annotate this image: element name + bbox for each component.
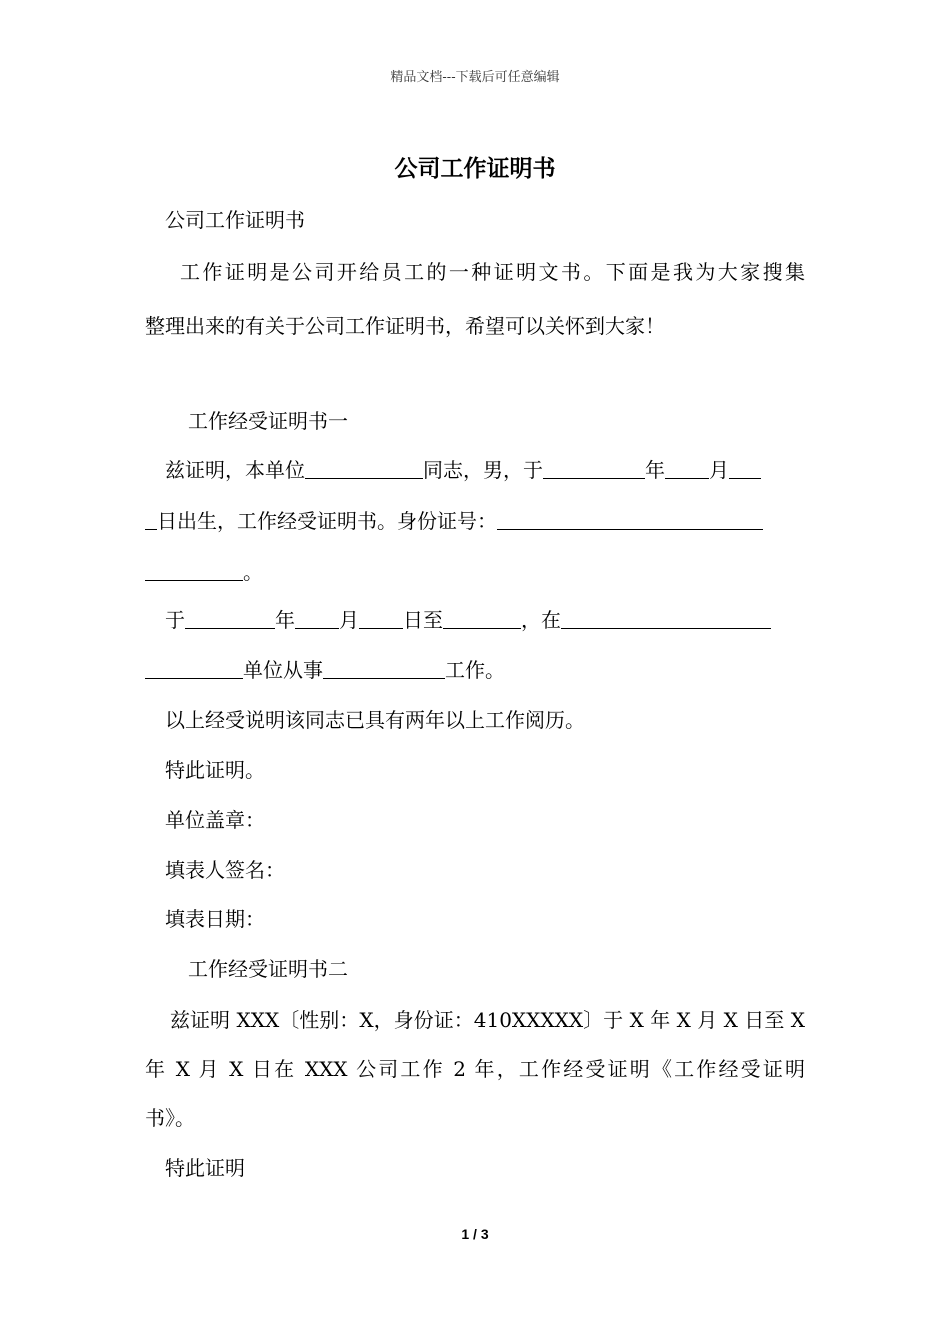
text-span: 日至	[403, 608, 443, 632]
fill-blank	[729, 456, 761, 479]
fill-blank	[323, 656, 445, 679]
section-1-paragraph-2	[145, 507, 805, 535]
fill-date-label: 填表日期：	[165, 907, 265, 931]
fill-blank	[185, 606, 275, 629]
fill-blank	[359, 606, 403, 629]
section-1-paragraph-6: 以上经受说明该同志已具有两年以上工作阅历。	[165, 708, 585, 732]
page-number: 1 / 3	[461, 1226, 489, 1242]
text-span: 。	[243, 560, 263, 584]
section-1-paragraph-3	[145, 558, 805, 586]
text-span: 日出生，工作经受证明书。身份证号：	[157, 509, 497, 533]
unit-seal-label: 单位盖章：	[165, 808, 265, 832]
intro-line-1: 工作证明是公司开给员工的一种证明文书。下面是我为大家搜集	[180, 260, 805, 284]
section-2-line-2: 年 X 月 X 日在 XXX 公司工作 2 年，工作经受证明《工作经受证明	[145, 1057, 805, 1081]
text-span: 单位从事	[243, 658, 323, 682]
section-2-line-3: 书》。	[145, 1106, 195, 1130]
section-2-line-4: 特此证明	[165, 1156, 245, 1180]
subtitle: 公司工作证明书	[165, 208, 305, 232]
text-span: 年	[275, 608, 295, 632]
signer-label: 填表人签名：	[165, 858, 285, 882]
fill-blank	[145, 656, 243, 679]
text-span: 年	[645, 458, 665, 482]
document-header: 精品文档---下载后可任意编辑	[390, 70, 560, 85]
section-1-paragraph-1	[165, 456, 805, 484]
fill-blank	[305, 456, 423, 479]
section-1-heading: 工作经受证明书一	[188, 409, 348, 433]
fill-blank	[443, 606, 521, 629]
fill-blank	[543, 456, 645, 479]
section-2-line-1: 兹证明 XXX〔性别：X，身份证：410XXXXX〕于 X 年 X 月 X 日至 X	[170, 1008, 805, 1032]
intro-line-2: 整理出来的有关于公司工作证明书，希望可以关怀到大家！	[145, 314, 665, 338]
fill-blank	[665, 456, 709, 479]
fill-blank	[295, 606, 339, 629]
section-1-paragraph-5	[145, 656, 805, 684]
fill-blank	[561, 606, 771, 629]
section-2-heading: 工作经受证明书二	[188, 957, 348, 981]
section-1-paragraph-7: 特此证明。	[165, 758, 265, 782]
text-span: 月	[709, 458, 729, 482]
text-span: 工作。	[445, 658, 505, 682]
text-span: 于	[165, 608, 185, 632]
fill-blank	[145, 507, 157, 530]
fill-blank	[497, 507, 763, 530]
text-span: 同志，男，于	[423, 458, 543, 482]
text-span: 月	[339, 608, 359, 632]
text-span: ，在	[521, 608, 561, 632]
fill-blank	[145, 558, 243, 581]
text-span: 兹证明，本单位	[165, 458, 305, 482]
section-1-paragraph-4	[165, 606, 805, 634]
document-title: 公司工作证明书	[394, 155, 556, 182]
